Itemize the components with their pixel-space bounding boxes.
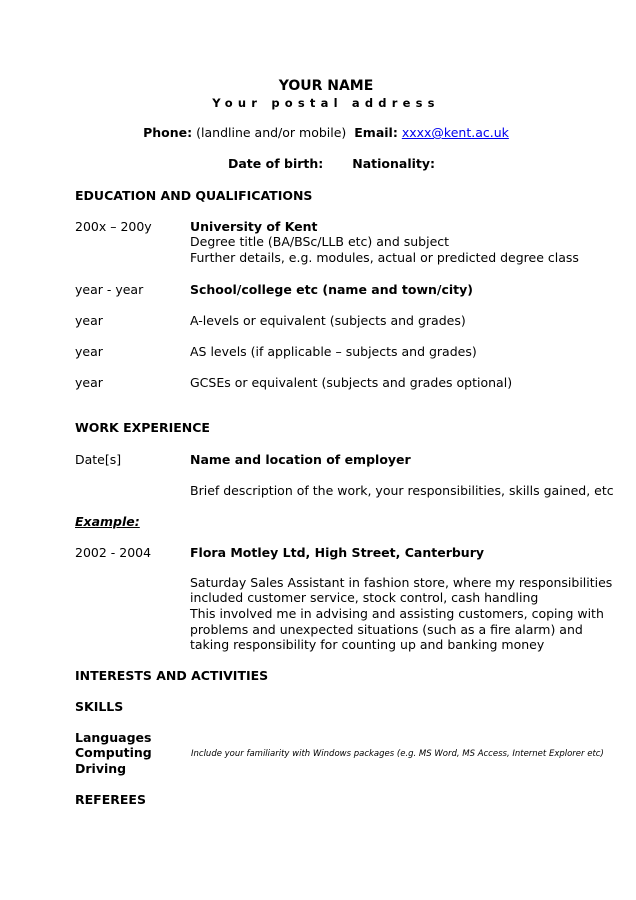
- example-line: included customer service, stock control, cash handling: [190, 590, 539, 605]
- example-employer: Flora Motley Ltd, High Street, Canterbury: [190, 545, 485, 560]
- skill-driving: Driving: [75, 761, 127, 776]
- dob-label: Date of birth:: [228, 156, 324, 171]
- employer-name: Name and location of employer: [190, 452, 411, 467]
- example-line: Saturday Sales Assistant in fashion store, where my responsibilities: [190, 575, 613, 590]
- skills-heading: SKILLS: [75, 699, 124, 714]
- interests-heading: INTERESTS AND ACTIVITIES: [75, 668, 269, 683]
- referees-heading: REFEREES: [75, 792, 146, 807]
- postal-address: Your postal address: [212, 96, 440, 110]
- work-date: Date[s]: [75, 452, 122, 467]
- personal-details: [228, 156, 435, 172]
- work-description: Brief description of the work, your responsibilities, skills gained, etc: [190, 483, 614, 498]
- university-name: University of Kent: [190, 219, 318, 234]
- a-levels: A-levels or equivalent (subjects and grades): [190, 313, 466, 328]
- education-date: year: [75, 375, 103, 390]
- degree-line: Degree title (BA/BSc/LLB etc) and subject: [190, 234, 450, 249]
- example-line: problems and unexpected situations (such as a fire alarm) and: [190, 622, 583, 637]
- as-levels: AS levels (if applicable – subjects and grades): [190, 344, 477, 359]
- gcses: GCSEs or equivalent (subjects and grades optional): [190, 375, 513, 390]
- example-date: 2002 - 2004: [75, 545, 152, 560]
- degree-details: Further details, e.g. modules, actual or predicted degree class: [190, 250, 579, 265]
- phone-value: (landline and/or mobile): [196, 125, 347, 140]
- example-line: taking responsibility for counting up and banking money: [190, 637, 545, 652]
- cv-name: YOUR NAME: [278, 78, 374, 94]
- education-date: year: [75, 344, 103, 359]
- email-label: Email:: [354, 125, 398, 140]
- contact-line: [0, 125, 636, 141]
- example-label: Example:: [75, 514, 140, 529]
- work-heading: WORK EXPERIENCE: [75, 420, 210, 435]
- education-date: year: [75, 313, 103, 328]
- example-line: This involved me in advising and assisting customers, coping with: [190, 606, 604, 621]
- school-name: School/college etc (name and town/city): [190, 282, 474, 297]
- computing-note: Include your familiarity with Windows packages (e.g. MS Word, MS Access, Internet Explorer etc): [191, 749, 604, 759]
- skill-languages: Languages: [75, 730, 152, 745]
- email-link[interactable]: xxxx@kent.ac.uk: [401, 125, 509, 140]
- nationality-label: Nationality:: [352, 156, 436, 171]
- education-date: year - year: [75, 282, 144, 297]
- education-date: 200x – 200y: [75, 219, 152, 234]
- phone-label: Phone:: [143, 125, 193, 140]
- education-heading: EDUCATION AND QUALIFICATIONS: [75, 188, 313, 203]
- skill-computing: Computing: [75, 745, 152, 760]
